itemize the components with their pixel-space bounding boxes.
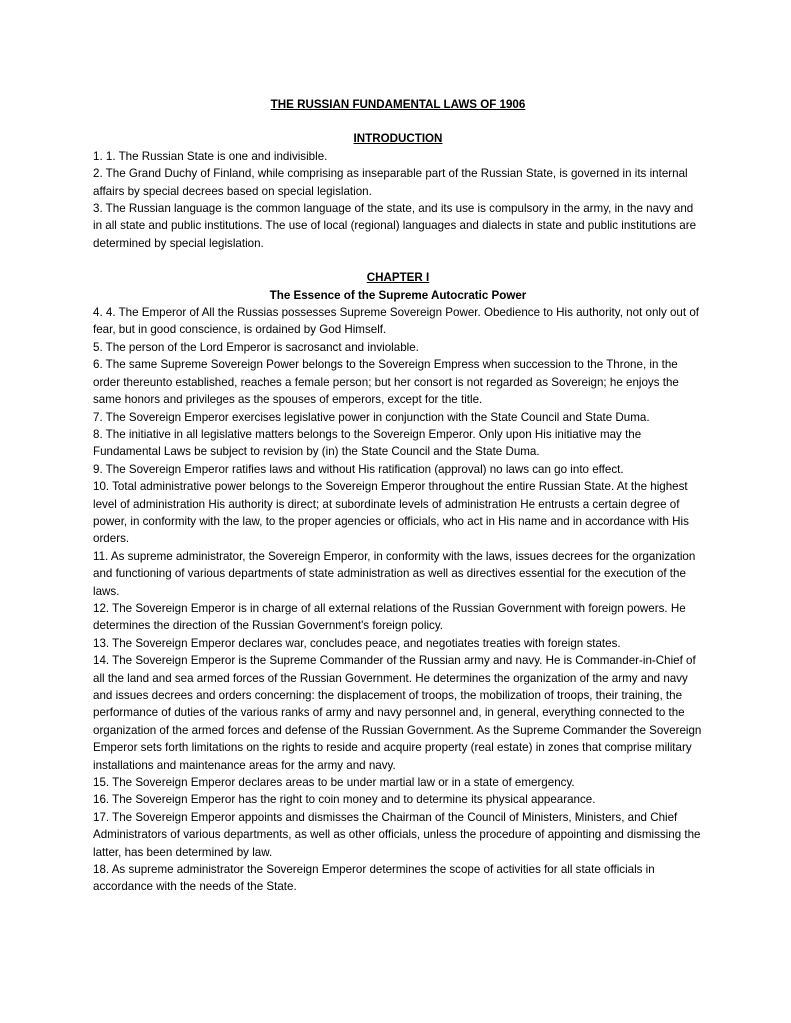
document-title: THE RUSSIAN FUNDAMENTAL LAWS OF 1906 <box>270 98 526 111</box>
article-4: 4. 4. The Emperor of All the Russias possesses Supreme Sovereign Power. Obedience to His authority, not only out of fear, but in good conscience, is ordained by God Himself. <box>93 306 699 337</box>
article-6: 6. The same Supreme Sovereign Power belongs to the Sovereign Empress when succession to the Throne, in the order thereunto established, reaches a female person; but her consort is not regarded as Sovereign; he enjoys the same honors and privileges as the spouses of emperors, except for the title. <box>93 358 679 407</box>
article-1: 1. 1. The Russian State is one and indivisible. <box>93 149 328 163</box>
article-10: 10. Total administrative power belongs to the Sovereign Emperor throughout the entire Russian State. At the highest level of administration His authority is direct; at subordinate levels of administration He entrusts a certain degree of power, in conformity with the law, to the proper agencies or officials, who act in His name and in accordance with His orders. <box>93 480 689 546</box>
document-page <box>93 96 703 896</box>
article-9: 9. The Sovereign Emperor ratifies laws and without His ratification (approval) no laws can go into effect. <box>93 462 624 476</box>
article-15: 15. The Sovereign Emperor declares areas to be under martial law or in a state of emergency. <box>93 776 575 790</box>
article-8: 8. The initiative in all legislative matters belongs to the Sovereign Emperor. Only upon His initiative may the Fundamental Laws be subject to revision by (in) the State Council and the State Duma. <box>93 427 642 459</box>
article-5: 5. The person of the Lord Emperor is sacrosanct and inviolable. <box>93 340 419 354</box>
article-3: 3. The Russian language is the common language of the state, and its use is compulsory in the army, in the navy and in all state and public institutions. The use of local (regional) languages and dialects in state and public institutions are determined by special legislation. <box>93 202 697 250</box>
article-16: 16. The Sovereign Emperor has the right to coin money and to determine its physical appearance. <box>93 793 596 807</box>
introduction-heading: INTRODUCTION <box>353 132 443 146</box>
chapter-1-subheading: The Essence of the Supreme Autocratic Power <box>269 288 527 302</box>
article-12: 12. The Sovereign Emperor is in charge of all external relations of the Russian Government with foreign powers. He determines the direction of the Russian Government's foreign policy. <box>93 601 686 633</box>
article-11: 11. As supreme administrator, the Sovereign Emperor, in conformity with the laws, issues decrees for the organization and functioning of various departments of state administration as well as directives essential for the execution of the laws. <box>93 549 696 598</box>
article-13: 13. The Sovereign Emperor declares war, concludes peace, and negotiates treaties with foreign states. <box>93 636 621 650</box>
article-14: 14. The Sovereign Emperor is the Supreme Commander of the Russian army and navy. He is Commander-in-Chief of all the land and sea armed forces of the Russian Government. He determines the organization of the army and navy and issues decrees and orders concerning: the displacement of troops, the mobilization of troops, their training, the performance of duties of the various ranks of army and navy personnel and, in general, everything connected to the organization of the armed forces and defense of the Russian Government. As the Supreme Commander the Sovereign Emperor sets forth limitations on the rights to reside and acquire property (real estate) in zones that comprise military installations and maintenance areas for the army and navy. <box>93 654 702 772</box>
article-17: 17. The Sovereign Emperor appoints and dismisses the Chairman of the Council of Ministers, Ministers, and Chief Administrators of various departments, as well as other officials, unless the procedure of appointing and dismissing the latter, has been determined by law. <box>93 810 701 859</box>
chapter-1-heading: CHAPTER I <box>366 271 430 285</box>
section-spacer <box>93 252 703 269</box>
article-7: 7. The Sovereign Emperor exercises legislative power in conjunction with the State Council and State Duma. <box>93 410 650 424</box>
article-2: 2. The Grand Duchy of Finland, while comprising as inseparable part of the Russian State, is governed in its internal affairs by special decrees based on special legislation. <box>93 167 688 198</box>
article-18: 18. As supreme administrator the Sovereign Emperor determines the scope of activities for all state officials in accordance with the needs of the State. <box>93 863 655 894</box>
